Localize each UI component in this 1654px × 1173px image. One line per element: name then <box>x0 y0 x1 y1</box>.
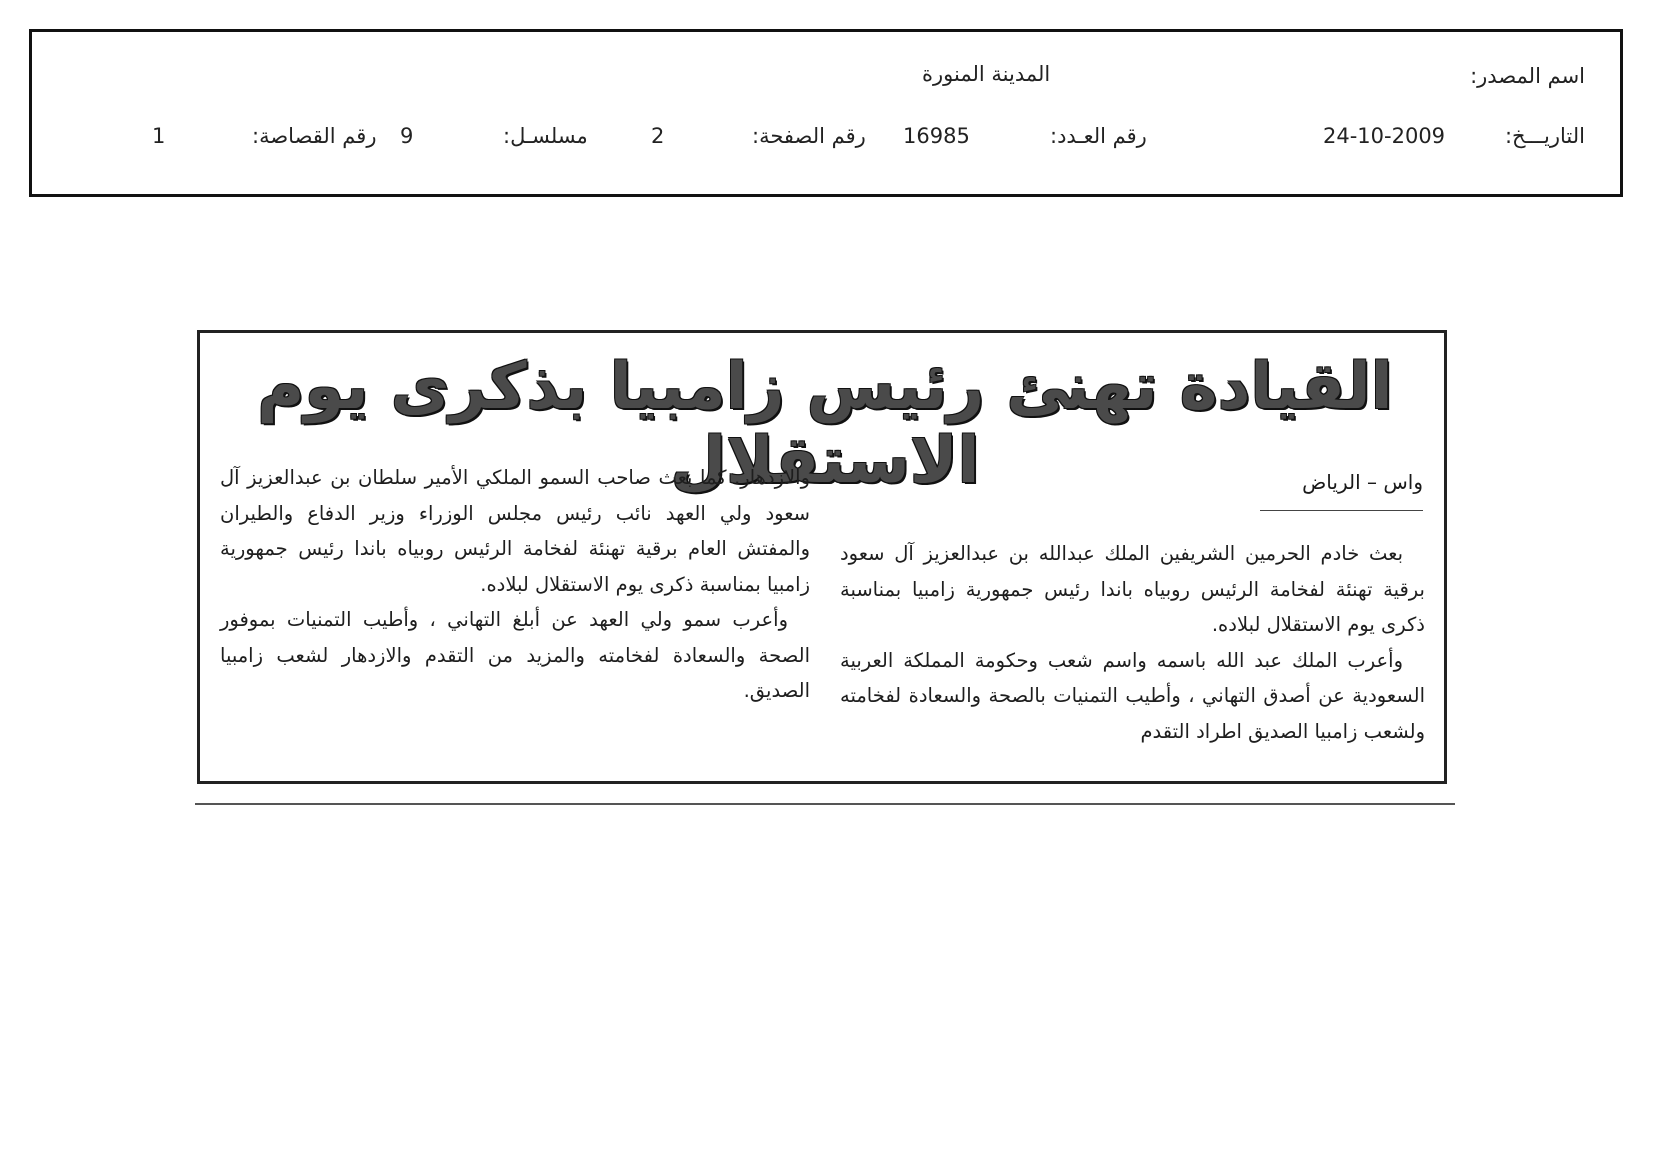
article-column-left <box>220 460 810 709</box>
dateline-rule <box>1260 510 1423 511</box>
serial-label: مسلسـل: <box>503 124 588 148</box>
article-paragraph: بعث خادم الحرمين الشريفين الملك عبدالله بن عبدالعزيز آل سعود برقية تهنئة لفخامة الرئيس روبياه باندا رئيس جمهورية زامبيا بمناسبة ذكرى يوم الاستقلال لبلاده. <box>840 542 1425 636</box>
page-label: رقم الصفحة: <box>752 124 866 148</box>
date-value: 24-10-2009 <box>1323 124 1446 148</box>
clipping-info-box <box>29 29 1623 197</box>
article-column-right <box>840 536 1425 749</box>
clipping-bottom-rule <box>195 803 1455 805</box>
article-paragraph: وأعرب سمو ولي العهد عن أبلغ التهاني ، وأطيب التمنيات بموفور الصحة والسعادة لفخامته والمزيد من التقدم والازدهار لشعب زامبيا الصديق. <box>220 608 810 702</box>
source-value: المدينة المنورة <box>922 62 1051 86</box>
page-value: 2 <box>651 124 665 148</box>
date-label: التاريـــخ: <box>1504 124 1585 148</box>
issue-value: 16985 <box>903 124 970 148</box>
article-paragraph: والازدهار. كما بعث صاحب السمو الملكي الأمير سلطان بن عبدالعزيز آل سعود ولي العهد نائب رئيس مجلس الوزراء وزير الدفاع والطيران والمفتش العام برقية تهنئة لفخامة الرئيس روبياه باندا رئيس جمهورية زامبيا بمناسبة ذكرى يوم الاستقلال لبلاده. <box>220 466 810 596</box>
article-dateline: واس – الرياض <box>1302 470 1423 494</box>
issue-label: رقم العـدد: <box>1050 124 1147 148</box>
article-paragraph: وأعرب الملك عبد الله باسمه واسم شعب وحكومة المملكة العربية السعودية عن أصدق التهاني ، وأطيب التمنيات بالصحة والسعادة لفخامته ولشعب زامبيا الصديق اطراد التقدم <box>840 648 1425 743</box>
clip-number-label: رقم القصاصة: <box>252 124 377 148</box>
article-headline: القيادة تهنئ رئيس زامبيا بذكرى يوم الاستقلال <box>257 350 1393 498</box>
source-label: اسم المصدر: <box>1470 64 1585 88</box>
clip-number-value: 1 <box>152 124 166 148</box>
serial-value: 9 <box>400 124 414 148</box>
